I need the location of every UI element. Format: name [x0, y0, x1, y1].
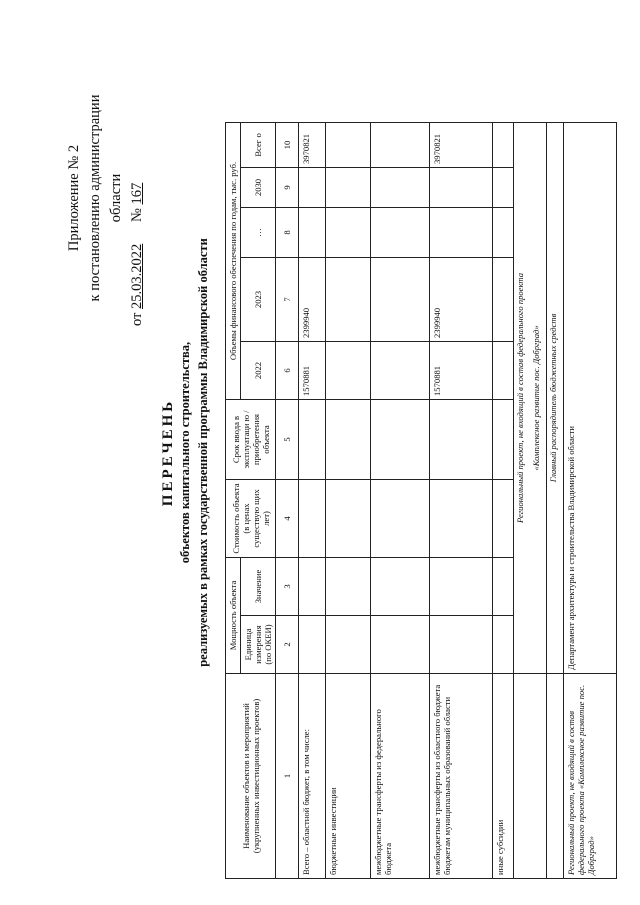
header-2023: 2023 [241, 257, 276, 341]
table-row [493, 26, 514, 878]
header-term: Срок ввода в эксплуатаци ю / приобретения объекта [226, 399, 276, 479]
bottom-row [564, 26, 617, 878]
col-num: 4 [276, 479, 299, 557]
column-numbers-row [276, 26, 299, 878]
cell-2023: 2399940 [430, 257, 493, 341]
num-prefix: № [129, 208, 145, 222]
bottom-project-name: Региональный проект, не входящий в состав федерального проекта «Комплексное развитие пос. Добрград» [564, 674, 617, 879]
annex-line2: к постановлению администрации [87, 94, 103, 302]
table-row [430, 26, 493, 878]
annex-line1: Приложение № 2 [66, 144, 82, 252]
cell-2023 [493, 257, 514, 341]
header-name: Наименование объектов и мероприятий (укрупненных инвестиционных проектов) [226, 674, 276, 879]
col-num: 5 [276, 399, 299, 479]
cell-2023: 2399940 [299, 257, 326, 341]
table-row [299, 26, 326, 878]
annex-number: 167 [129, 182, 145, 205]
doc-subtitle-1: объектов капитального строительства, [178, 341, 192, 564]
cell-2022: 1570881 [299, 341, 326, 399]
row-name: иные субсидии [493, 674, 514, 879]
col-num: 3 [276, 557, 299, 615]
col-num: 10 [276, 122, 299, 167]
header-2030: 2030 [241, 167, 276, 207]
date-prefix: от [129, 312, 145, 326]
header-capacity: Мощность объекта [226, 557, 241, 673]
header-financing: Объемы финансового обеспечения по годам, тыс. руб. [226, 122, 241, 399]
cell-total: 3970821 [430, 122, 493, 167]
cell-total: 3970821 [299, 122, 326, 167]
cell-2023 [326, 257, 371, 341]
cell-total [326, 122, 371, 167]
cell-total [493, 122, 514, 167]
col-num: 8 [276, 207, 299, 257]
row-name: межбюджетные трансферты из областного бюджета бюджетам муниципальных образований области [430, 674, 493, 879]
header-ellipsis: … [241, 207, 276, 257]
regional-project-line1: Региональный проект, не входящий в состав федерального проекта [514, 122, 531, 673]
col-num: 1 [276, 674, 299, 879]
header-value: Значение [241, 557, 276, 615]
header-unit: Единица измерения (по ОКЕИ) [241, 616, 276, 674]
annex-line3: области [108, 173, 124, 223]
main-administrator-row [547, 26, 564, 878]
col-num: 2 [276, 616, 299, 674]
row-name: Всего – областной бюджет, в том числе: [299, 674, 326, 879]
objects-table [225, 26, 617, 879]
annex-block [64, 48, 148, 348]
table-row [371, 26, 430, 878]
cell-2022: 1570881 [430, 341, 493, 399]
col-num: 7 [276, 257, 299, 341]
header-2022: 2022 [241, 341, 276, 399]
cell-total [371, 122, 430, 167]
col-num: 6 [276, 341, 299, 399]
regional-project-row [514, 26, 531, 878]
table-row [326, 26, 371, 878]
regional-project-row-2 [530, 26, 547, 878]
main-administrator-label: Главный распорядитель бюджетных средств [547, 122, 564, 673]
header-total: Всег о [241, 122, 276, 167]
annex-date: 25.03.2022 [129, 243, 145, 309]
col-num: 9 [276, 167, 299, 207]
regional-project-line2: «Комплексное развитие пос. Добрград» [530, 122, 547, 673]
cell-2023 [371, 257, 430, 341]
blank-margin [226, 26, 617, 122]
header-cost: Стоимость объекта (в ценах существую щих лет) [226, 479, 276, 557]
doc-subtitle-2: реализуемых в рамках государственной программы Владимирской области [196, 238, 210, 667]
cell-2022 [326, 341, 371, 399]
row-name: бюджетные инвестиции [326, 674, 371, 879]
row-name: межбюджетные трансферты из федерального бюджета [371, 674, 430, 879]
doc-title: ПЕРЕЧЕНЬ [160, 398, 176, 507]
cell-2022 [493, 341, 514, 399]
bottom-department: Департамент архитектуры и строительства Владимирской области [564, 122, 617, 673]
annex-date-line [127, 48, 148, 348]
cell-2022 [371, 341, 430, 399]
